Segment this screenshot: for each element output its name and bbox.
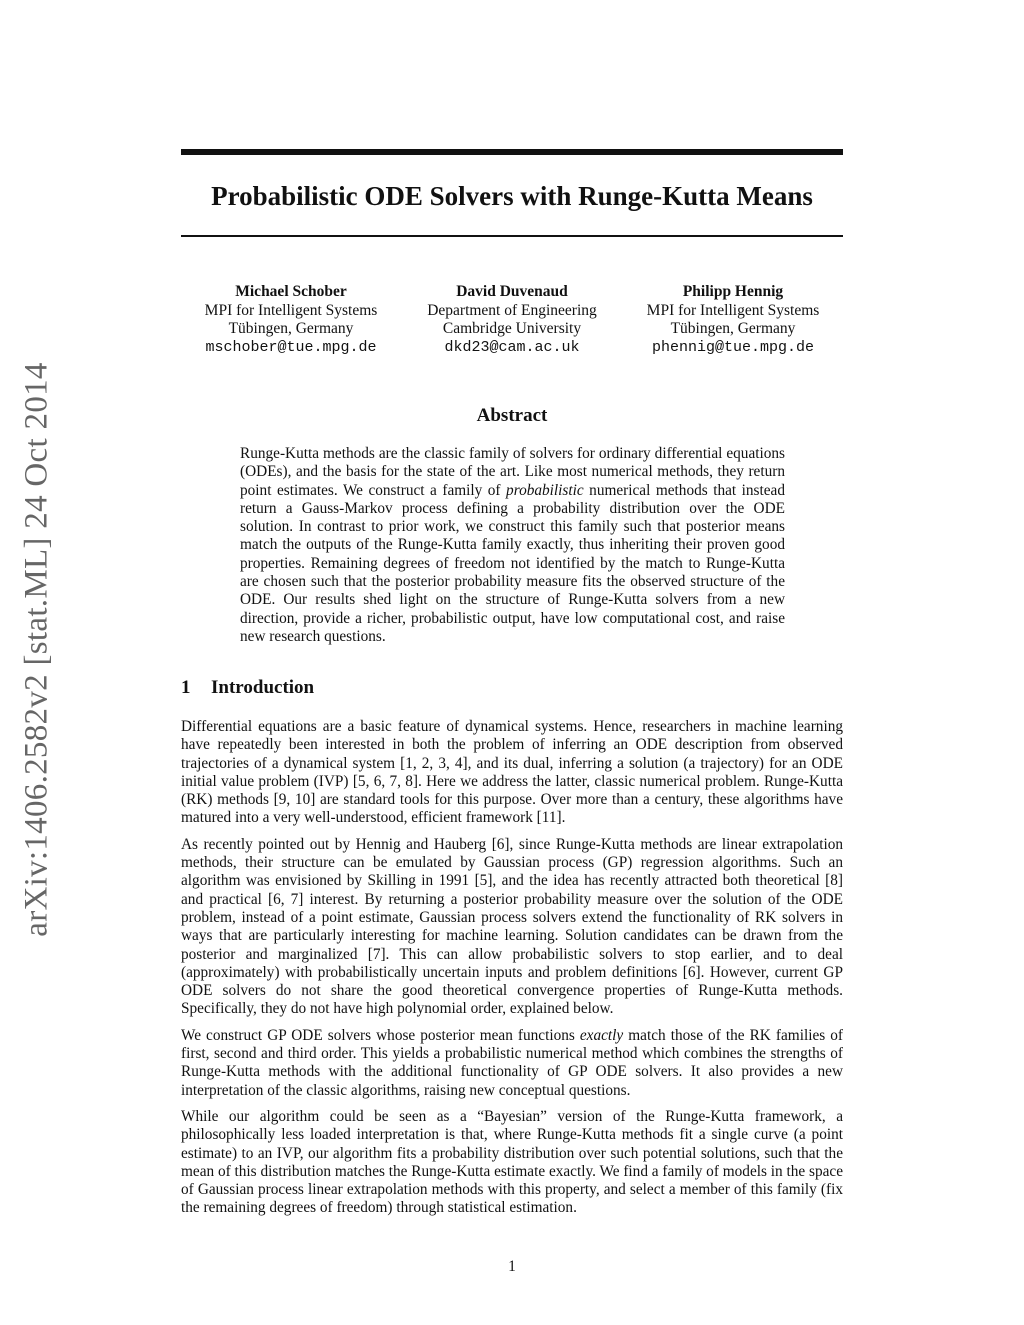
paragraph-1: Differential equations are a basic feature of dynamical systems. Hence, researchers in machine learning have repeatedly been interested in both the problem of inferring an ODE description from observed trajectories of a dynamical system [1, 2, 3, 4], and its dual, inferring a solution (a trajectory) for an ODE initial value problem (IVP) [5, 6, 7, 8]. Here we address the latter, classic numerical problem. Runge-Kutta (RK) methods [9, 10] are standard tools for this purpose. Over more than a century, these algorithms have matured into a very well-understood, efficient framework [11]. [181,718,843,827]
author-block [181,283,843,363]
author-3 [623,283,843,357]
author-affiliation: MPI for Intelligent Systems [646,301,820,319]
paragraph-4: While our algorithm could be seen as a “Bayesian” version of the Runge-Kutta framework, a philosophically less loaded interpretation is that, where Runge-Kutta methods fit a single curve (a point estimate) to an IVP, our algorithm fits a probability distribution over such potential solutions, such that the mean of this distribution matches the Runge-Kutta estimate exactly. We find a family of models in the space of Gaussian process linear extrapolation methods with this property, and select a member of this family (fix the remaining degrees of freedom) through statistical estimation. [181,1107,843,1217]
author-location: Cambridge University [442,320,582,337]
section-number: 1 [181,677,191,698]
abstract-emphasis: probabilistic [506,481,584,499]
author-1 [181,283,401,357]
author-email: dkd23@cam.ac.uk [444,338,580,356]
paper-title: Probabilistic ODE Solvers with Runge-Kutta Means [211,181,813,211]
introduction-body [181,718,843,1226]
author-location: Tübingen, Germany [228,320,354,337]
paragraph-3-emphasis: exactly [579,1026,624,1044]
author-affiliation: Department of Engineering [427,301,597,319]
title-rule-bottom [181,235,843,237]
page-number: 1 [508,1258,516,1275]
title-rule-top [181,149,843,155]
paragraph-2: As recently pointed out by Hennig and Hauberg [6], since Runge-Kutta methods are linear extrapolation methods, their structure can be emulated by Gaussian process (GP) regression algorithms. Such an algorithm was envisioned by Skilling in 1991 [5], and the idea has recently attracted both theoretical [8] and practical [6, 7] interest. By returning a posterior probability measure over the solution of the ODE problem, instead of a point estimate, Gaussian process solvers extend the functionality of RK solvers in ways that are particularly interesting for machine learning. Solution candidates can be drawn from the posterior and marginalized [7]. This can allow probabilistic solvers to stop earlier, and to deal (approximately) with probabilistically uncertain inputs and problem definitions [6]. However, current GP ODE solvers do not share the good theoretical convergence properties of Runge-Kutta methods. Specifically, they do not have high polynomial order, explained below. [181,835,843,1018]
abstract-part-1: Runge-Kutta methods are the classic family of solvers for ordinary differential equations (ODEs), and the basis for the state of the art. Like most numerical methods, they return point estimates. We construct a family of [240,445,785,499]
paragraph-3-part-1: We construct GP ODE solvers whose posterior mean functions [181,1026,580,1044]
section-title: Introduction [211,677,315,698]
abstract-part-2: numerical methods that instead return a Gauss-Markov process defining a probability distribution over the ODE solution. In contrast to prior work, we construct this family such that posterior means match the outputs of the Runge-Kutta family exactly, thus inheriting their proven good properties. Remaining degrees of freedom not identified by the match to Runge-Kutta are chosen such that the posterior probability measure fits the observed structure of the ODE. Our results shed light on the structure of Runge-Kutta solvers from a new direction, provide a richer, probabilistic output, have low computational cost, and raise new research questions. [240,481,785,645]
author-email: phennig@tue.mpg.de [651,338,815,356]
author-2 [402,283,622,357]
abstract-heading: Abstract [476,405,548,426]
abstract-text [240,445,785,646]
section-heading-introduction [181,676,843,700]
paragraph-3-part-2: match those of the RK families of first, second and third order. This yields a probabilistic numerical method which combines the strengths of Runge-Kutta methods with the additional functionality of GP ODE solvers. It also provides a new interpretation of the classic algorithms, raising new conceptual questions. [181,1026,843,1099]
arxiv-identifier: arXiv:1406.2582v2 [stat.ML] 24 Oct 2014 [18,361,55,937]
author-email: mschober@tue.mpg.de [205,338,377,356]
paragraph-3 [181,1027,843,1100]
author-location: Tübingen, Germany [670,320,796,337]
author-affiliation: MPI for Intelligent Systems [204,301,378,319]
author-name: David Duvenaud [456,283,568,300]
author-name: Michael Schober [235,283,347,300]
author-name: Philipp Hennig [682,283,784,300]
arxiv-sidebar [14,355,60,943]
